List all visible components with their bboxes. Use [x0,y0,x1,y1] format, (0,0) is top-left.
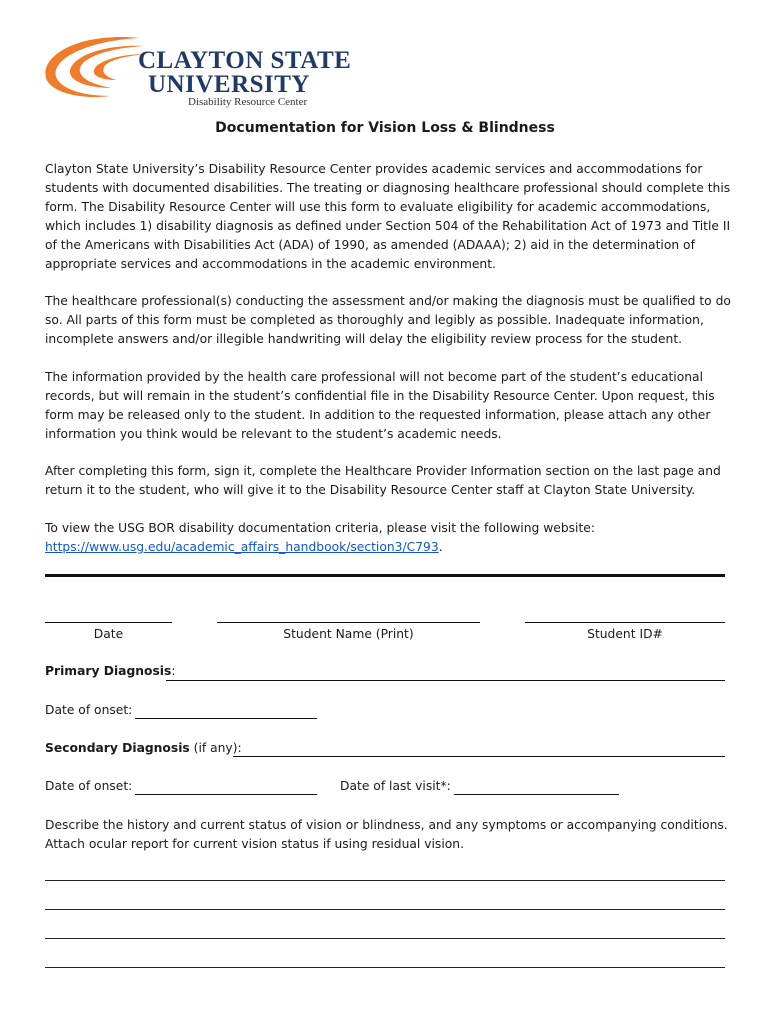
qualification-paragraph: The healthcare professional(s) conducting the assessment and/or making the diagnosis must be qualified to do so. All parts of this form must be completed as thoroughly and legibly as possible. Inadequate information, incomplete answers and/or illegible handwriting will delay the eligibility review process for the student. [45,294,731,346]
document-title: Documentation for Vision Loss & Blindness [215,120,555,136]
logo-text-line2: UNIVERSITY [148,71,310,98]
logo-text-line1: CLAYTON STATE [138,47,352,74]
secondary-date-of-onset-field[interactable] [135,794,317,795]
date-of-onset-label: Date of onset: [45,703,133,717]
vision-history-line[interactable] [45,938,725,939]
date-of-last-visit-label: Date of last visit*: [340,779,451,793]
date-label: Date [93,627,124,641]
student-id-field-line[interactable] [525,622,725,623]
website-period: . [438,540,443,554]
vision-history-line[interactable] [45,880,725,881]
department-name: Disability Resource Center [188,96,308,108]
secondary-diagnosis-label: Secondary Diagnosis (if any): [45,741,242,755]
intro-paragraph: Clayton State University’s Disability Resource Center provides academic services and accommodations for students with documented disabilities. The treating or diagnosing healthcare professional should complete this form. The Disability Resource Center will use this form to evaluate eligibility for academic accommodations, which includes 1) disability diagnosis as defined under Section 504 of the Rehabilitation Act of 1973 and Title II of the Americans with Disabilities Act (ADA) of 1990, as amended (ADAAA); 2) aid in the determination of appropriate services and accommodations in the academic environment. [45,162,731,271]
student-name-field-line[interactable] [217,622,480,623]
confidentiality-paragraph: The information provided by the health care professional will not become part of the student’s educational records, but will remain in the student’s confidential file in the Disability Resource Center. Upon request, this form may be released only to the student. In addition to the requested information, please attach any other information you think would be relevant to the student’s academic needs. [45,370,715,441]
website-paragraph [45,519,735,557]
vision-history-prompt: Describe the history and current status of vision or blindness, and any symptoms or accompanying conditions. Attach ocular report for current vision status if using residual vision. [45,818,728,851]
date-of-last-visit-field[interactable] [454,794,619,795]
primary-diagnosis-label: Primary Diagnosis: [45,664,176,678]
secondary-date-of-onset-label: Date of onset: [45,779,133,793]
student-id-label: Student ID# [587,627,663,641]
usg-website-link[interactable]: https://www.usg.edu/academic_affairs_handbook/section3/C793 [45,540,439,554]
secondary-diagnosis-field[interactable] [233,756,725,757]
university-logo [40,30,352,112]
vision-history-line[interactable] [45,909,725,910]
date-of-onset-field[interactable] [135,718,317,719]
section-divider [45,574,725,577]
website-intro: To view the USG BOR disability documentation criteria, please visit the following website: [45,521,595,535]
vision-history-line[interactable] [45,967,725,968]
instructions-paragraph: After completing this form, sign it, complete the Healthcare Provider Information section on the last page and return it to the student, who will give it to the Disability Resource Center staff at Clayton State University. [45,464,721,497]
primary-diagnosis-field[interactable] [166,680,725,681]
student-name-label: Student Name (Print) [283,627,414,641]
date-field-line[interactable] [45,622,172,623]
